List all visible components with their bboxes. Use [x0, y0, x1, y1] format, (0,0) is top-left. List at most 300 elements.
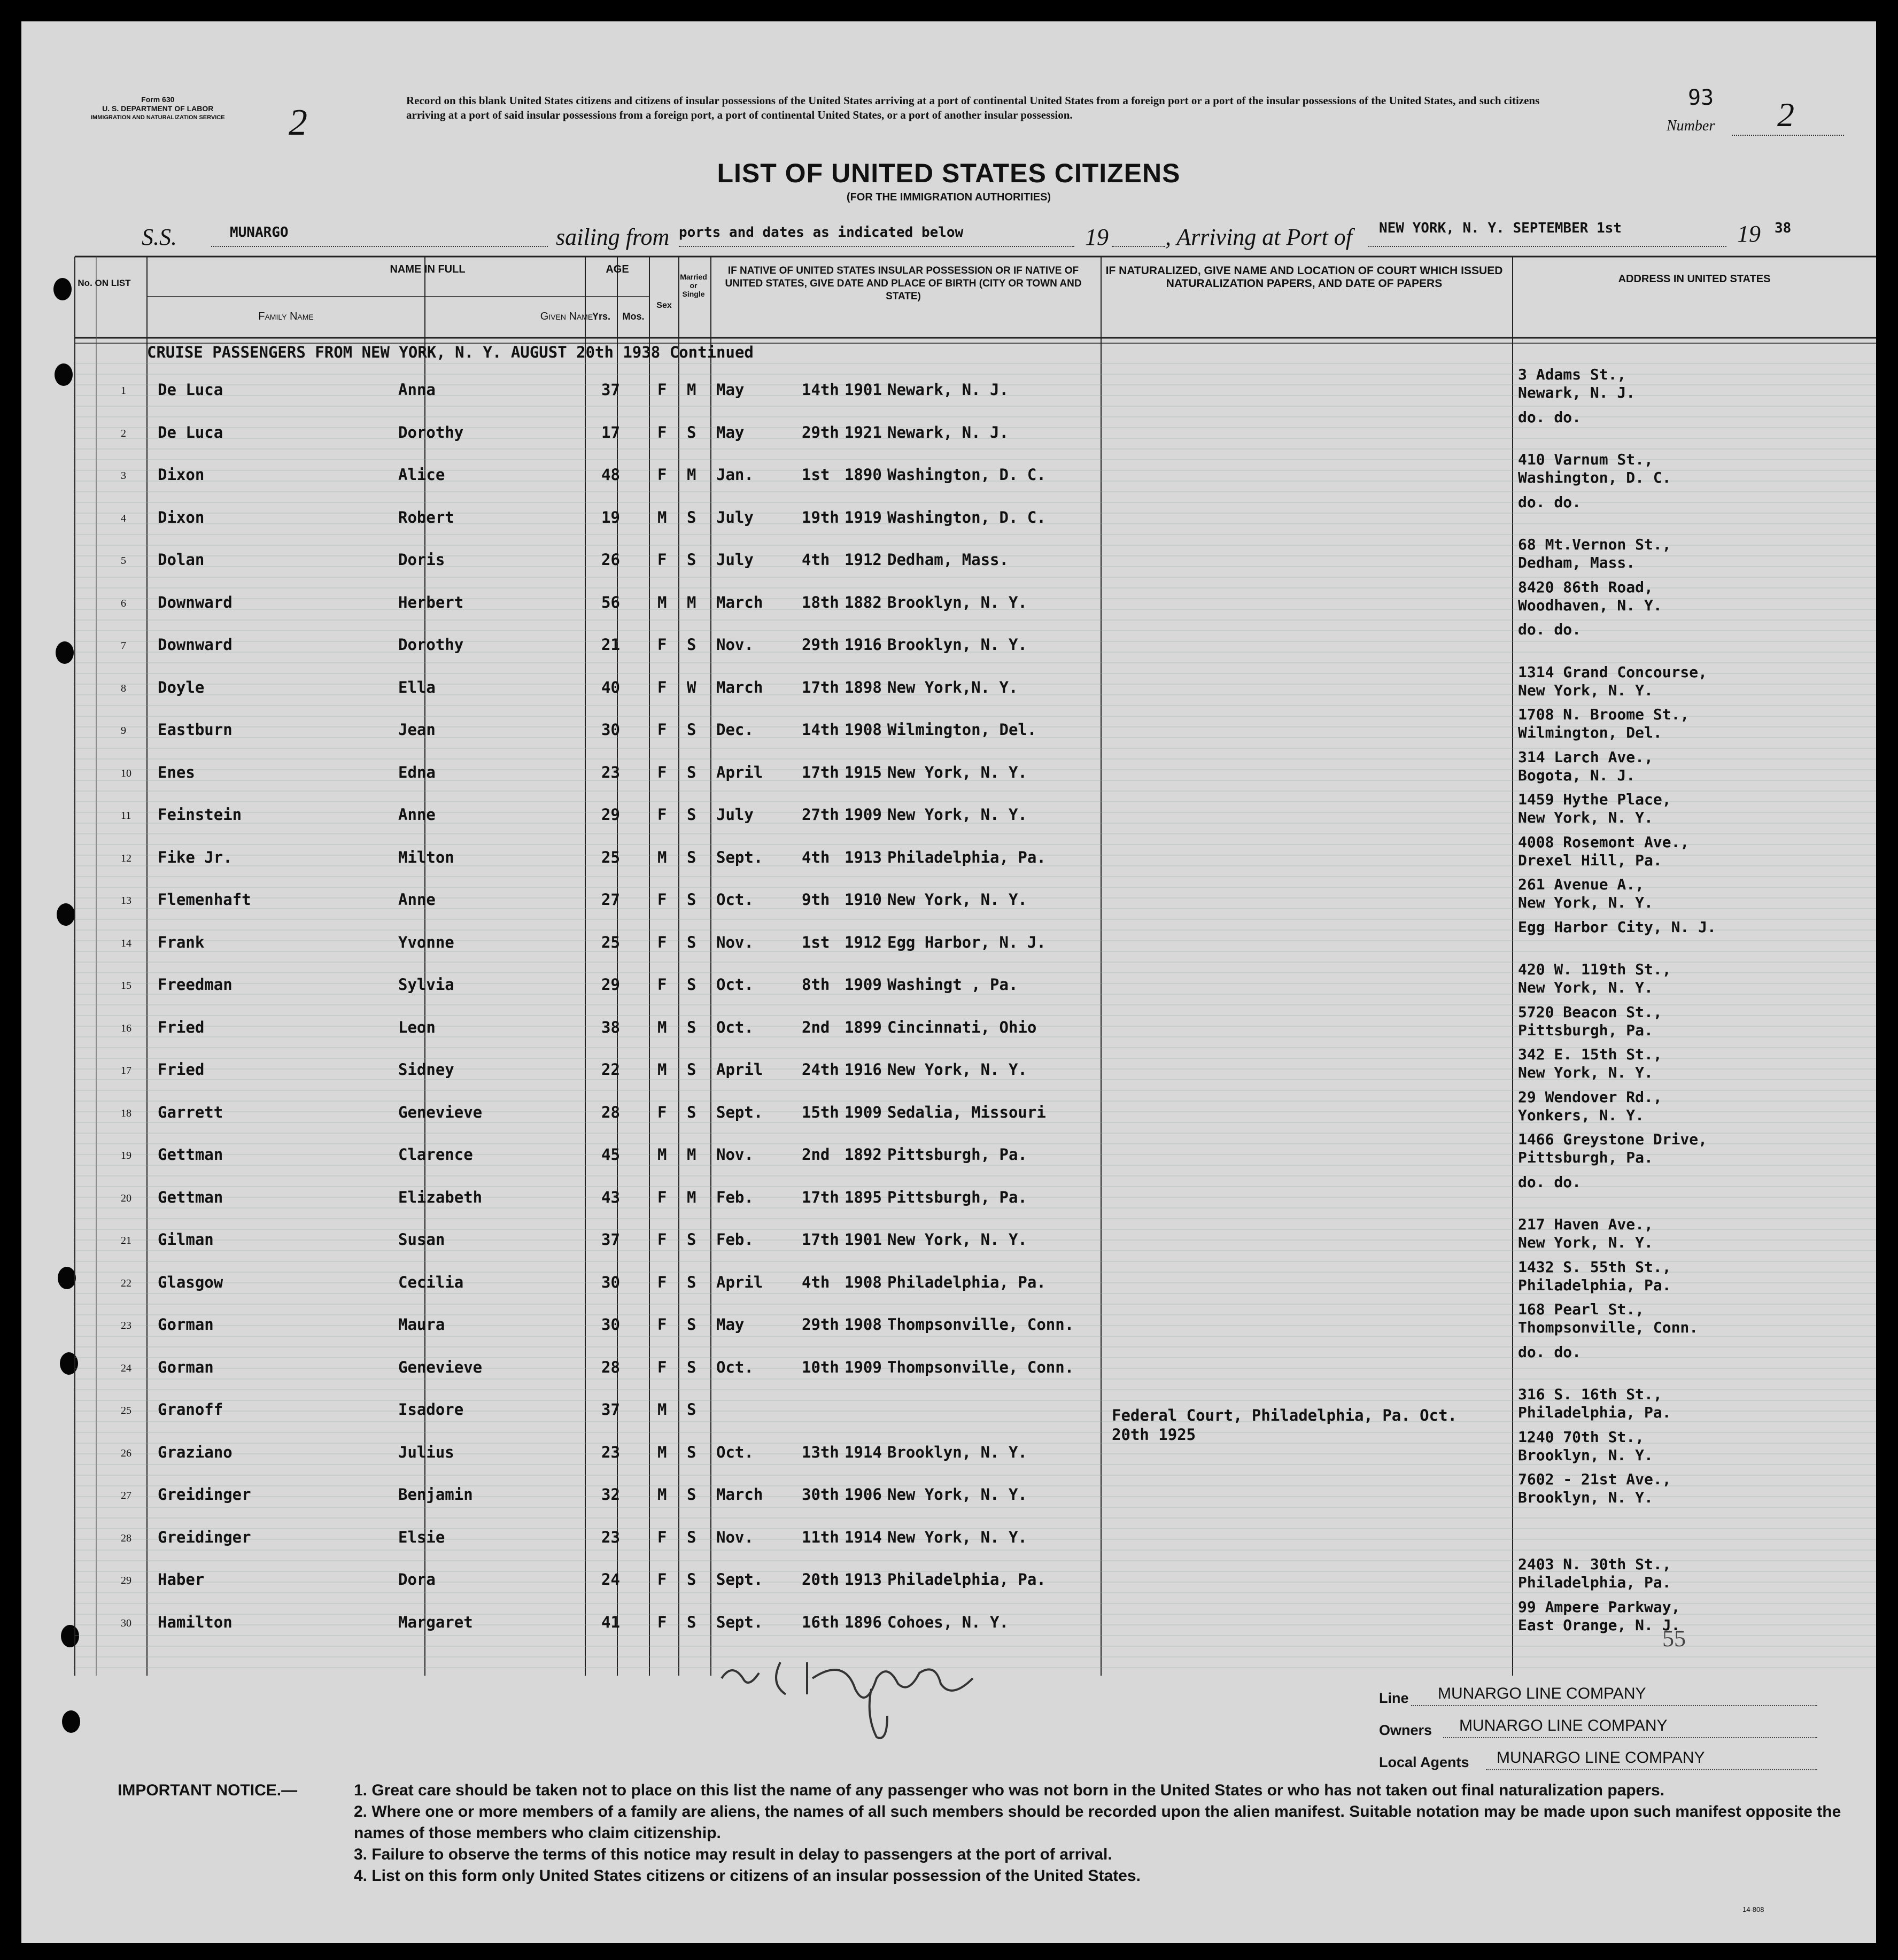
sex: F [657, 933, 667, 951]
ss-label: S.S. [142, 224, 177, 250]
birth-month: July [716, 551, 754, 569]
address-line-1: 1240 70th St., [1518, 1428, 1645, 1446]
age-years: 37 [601, 1230, 620, 1249]
sex: F [657, 423, 667, 441]
birth-year: 1913 [845, 1570, 882, 1589]
birth-day: 1st [802, 933, 830, 951]
address-line-1: 8420 86th Road, [1518, 578, 1653, 596]
sex: M [657, 1060, 667, 1079]
address-line-1: 1708 N. Broome St., [1518, 706, 1690, 723]
address-line-2: New York, N. Y. [1518, 1064, 1653, 1081]
birth-year: 1898 [845, 678, 882, 696]
family-name: Greidinger [158, 1485, 251, 1504]
sex: M [657, 1145, 667, 1164]
row-number: 30 [121, 1617, 131, 1629]
marital-status: S [687, 805, 696, 824]
age-years: 30 [601, 1315, 620, 1334]
birth-month: Sept. [716, 848, 763, 866]
signature-scrawl [711, 1641, 1053, 1748]
marital-status: S [687, 1273, 696, 1291]
address-line-2: Philadelphia, Pa. [1518, 1404, 1671, 1421]
family-name: Gettman [158, 1145, 223, 1164]
birth-place: Philadelphia, Pa. [887, 1273, 1046, 1291]
family-name: De Luca [158, 381, 223, 399]
address-line-2: Wilmington, Del. [1518, 724, 1662, 741]
birth-month: Sept. [716, 1103, 763, 1121]
birth-year: 1895 [845, 1188, 882, 1206]
marital-status: S [687, 848, 696, 866]
inspector-signature [711, 1641, 1053, 1756]
birth-year: 1912 [845, 551, 882, 569]
birth-place: Pittsburgh, Pa. [887, 1145, 1027, 1164]
arriving-value: NEW YORK, N. Y. SEPTEMBER 1st [1379, 220, 1622, 236]
address-line-1: do. do. [1518, 621, 1582, 638]
birth-month: March [716, 1485, 763, 1504]
marital-status: M [687, 466, 696, 484]
sex: F [657, 1570, 667, 1589]
given-name: Anne [398, 805, 436, 824]
marital-status: S [687, 636, 696, 654]
family-name: Feinstein [158, 805, 242, 824]
header-sex: Sex [656, 301, 672, 310]
birth-month: May [716, 423, 745, 441]
birth-day: 4th [802, 1273, 830, 1291]
birth-place: New York, N. Y. [887, 890, 1027, 909]
birth-year: 1910 [845, 890, 882, 909]
age-years: 27 [601, 890, 620, 909]
birth-day: 15th [802, 1103, 839, 1121]
birth-month: Oct. [716, 1358, 754, 1376]
address-line-1: 314 Larch Ave., [1518, 748, 1653, 766]
marital-status: M [687, 1145, 696, 1164]
birth-month: April [716, 763, 763, 781]
birth-place: Sedalia, Missouri [887, 1103, 1046, 1121]
given-name: Genevieve [398, 1358, 483, 1376]
family-name: Gettman [158, 1188, 223, 1206]
birth-year: 1909 [845, 975, 882, 994]
birth-month: Sept. [716, 1570, 763, 1589]
birth-month: Dec. [716, 721, 754, 739]
birth-day: 18th [802, 593, 839, 611]
address-line-1: 1314 Grand Concourse, [1518, 663, 1708, 681]
marital-status: S [687, 933, 696, 951]
row-number: 27 [121, 1490, 131, 1501]
sex: M [657, 1443, 667, 1461]
row-number: 28 [121, 1532, 131, 1544]
sex: F [657, 1103, 667, 1121]
address-line-1: 342 E. 15th St., [1518, 1045, 1662, 1063]
birth-day: 9th [802, 890, 830, 909]
given-name: Ella [398, 678, 436, 696]
birth-day: 17th [802, 763, 839, 781]
birth-month: Oct. [716, 1018, 754, 1036]
sex: M [657, 593, 667, 611]
marital-status: S [687, 551, 696, 569]
given-name: Julius [398, 1443, 454, 1461]
owners-value: MUNARGO LINE COMPANY [1459, 1717, 1668, 1734]
address-line-2: New York, N. Y. [1518, 979, 1653, 996]
given-name: Herbert [398, 593, 464, 611]
sex: F [657, 1315, 667, 1334]
given-name: Alice [398, 466, 445, 484]
birth-place: Philadelphia, Pa. [887, 1570, 1046, 1589]
birth-month: Oct. [716, 975, 754, 994]
given-name: Yvonne [398, 933, 454, 951]
page-number: 93 [1688, 86, 1714, 110]
birth-place: Egg Harbor, N. J. [887, 933, 1046, 951]
notice-item-1: 1. Great care should be taken not to place on this list the name of any passenger who was not born in the United States or who has not taken out final naturalization papers. [354, 1781, 1665, 1799]
birth-day: 29th [802, 636, 839, 654]
family-name: Doyle [158, 678, 205, 696]
birth-day: 14th [802, 381, 839, 399]
birth-place: Dedham, Mass. [887, 551, 1009, 569]
marital-status: W [687, 678, 696, 696]
header-name-in-full: NAME IN FULL [390, 264, 466, 275]
birth-month: Jan. [716, 466, 754, 484]
sex: F [657, 890, 667, 909]
birth-day: 8th [802, 975, 830, 994]
address-line-1: 2403 N. 30th St., [1518, 1555, 1671, 1573]
number-value: 2 [1777, 96, 1794, 134]
sex: F [657, 1528, 667, 1546]
number-label: Number [1667, 118, 1715, 134]
address-line-1: 1459 Hythe Place, [1518, 791, 1671, 808]
given-name: Robert [398, 508, 454, 526]
marital-status: M [687, 593, 696, 611]
year-prefix: 19 [1737, 221, 1761, 247]
birth-place: Cincinnati, Ohio [887, 1018, 1037, 1036]
birth-year: 1912 [845, 933, 882, 951]
birth-place: New York, N. Y. [887, 805, 1027, 824]
row-number: 9 [121, 725, 126, 737]
given-name: Anne [398, 890, 436, 909]
birth-place: Brooklyn, N. Y. [887, 636, 1027, 654]
marital-status: S [687, 890, 696, 909]
row-number: 16 [121, 1022, 131, 1034]
address-line-2: New York, N. Y. [1518, 1234, 1653, 1251]
birth-day: 11th [802, 1528, 839, 1546]
row-number: 13 [121, 895, 131, 907]
birth-place: Thompsonville, Conn. [887, 1358, 1074, 1376]
row-number: 2 [121, 427, 126, 439]
birth-month: May [716, 1315, 745, 1334]
birth-day: 24th [802, 1060, 839, 1079]
row-number: 20 [121, 1192, 131, 1204]
marital-status: S [687, 975, 696, 994]
address-line-1: 261 Avenue A., [1518, 876, 1645, 893]
address-line-1: 316 S. 16th St., [1518, 1385, 1662, 1403]
family-name: Fike Jr. [158, 848, 233, 866]
marital-status: S [687, 1103, 696, 1121]
owners-label: Owners [1379, 1722, 1432, 1738]
row-number: 10 [121, 767, 131, 779]
birth-place: New York, N. Y. [887, 1230, 1027, 1249]
family-name: Freedman [158, 975, 233, 994]
section-note: CRUISE PASSENGERS FROM NEW YORK, N. Y. AUGUST 20th 1938 Continued [147, 343, 754, 361]
birth-day: 17th [802, 1230, 839, 1249]
birth-month: Feb. [716, 1188, 754, 1206]
address-line-1: 168 Pearl St., [1518, 1300, 1645, 1318]
row-number: 12 [121, 852, 131, 864]
address-line-2: Dedham, Mass. [1518, 554, 1636, 571]
birth-place: Brooklyn, N. Y. [887, 593, 1027, 611]
age-years: 30 [601, 721, 620, 739]
birth-place: Newark, N. J. [887, 423, 1009, 441]
address-line-1: 410 Varnum St., [1518, 451, 1653, 468]
address-line-1: 217 Haven Ave., [1518, 1215, 1653, 1233]
given-name: Cecilia [398, 1273, 464, 1291]
given-name: Edna [398, 763, 436, 781]
birth-year: 1892 [845, 1145, 882, 1164]
given-name: Susan [398, 1230, 445, 1249]
birth-place: Pittsburgh, Pa. [887, 1188, 1027, 1206]
sex: F [657, 636, 667, 654]
sex: F [657, 763, 667, 781]
age-years: 29 [601, 805, 620, 824]
given-name: Jean [398, 721, 436, 739]
given-name: Dorothy [398, 423, 464, 441]
given-name: Sidney [398, 1060, 454, 1079]
family-name: Gorman [158, 1358, 214, 1376]
family-name: Garrett [158, 1103, 223, 1121]
page-subtitle: (FOR THE IMMIGRATION AUTHORITIES) [846, 191, 1051, 203]
birth-day: 13th [802, 1443, 839, 1461]
birth-place: New York, N. Y. [887, 1060, 1027, 1079]
family-name: Granoff [158, 1400, 223, 1419]
birth-year: 1914 [845, 1443, 882, 1461]
age-years: 25 [601, 848, 620, 866]
given-name: Benjamin [398, 1485, 473, 1504]
address-line-2: New York, N. Y. [1518, 894, 1653, 911]
notice-item-3: 3. Failure to observe the terms of this notice may result in delay to passengers at the port of arrival. [354, 1846, 1112, 1863]
birth-day: 4th [802, 848, 830, 866]
header-age: AGE [606, 264, 629, 275]
age-years: 26 [601, 551, 620, 569]
sex: F [657, 721, 667, 739]
given-name: Clarence [398, 1145, 473, 1164]
marital-status: S [687, 1570, 696, 1589]
address-line-1: 4008 Rosemont Ave., [1518, 833, 1690, 851]
address-line-1: 420 W. 119th St., [1518, 960, 1671, 978]
given-name: Dorothy [398, 636, 464, 654]
row-number: 18 [121, 1107, 131, 1119]
age-years: 28 [601, 1358, 620, 1376]
birth-place: New York, N. Y. [887, 1528, 1027, 1546]
birth-place: Washington, D. C. [887, 466, 1046, 484]
birth-place: Washingt , Pa. [887, 975, 1018, 994]
birth-day: 2nd [802, 1145, 830, 1164]
form-identifier: Form 630 U. S. DEPARTMENT OF LABOR IMMIGRATION AND NATURALIZATION SERVICE [91, 95, 225, 121]
birth-year: 1913 [845, 848, 882, 866]
age-years: 48 [601, 466, 620, 484]
family-name: Haber [158, 1570, 205, 1589]
address-line-2: Woodhaven, N. Y. [1518, 596, 1662, 614]
sex: F [657, 1358, 667, 1376]
birth-day: 29th [802, 423, 839, 441]
marital-status: S [687, 1358, 696, 1376]
birth-month: Nov. [716, 636, 754, 654]
address-line-1: 7602 - 21st Ave., [1518, 1470, 1671, 1488]
birth-year: 1916 [845, 1060, 882, 1079]
address-line-1: do. do. [1518, 493, 1582, 511]
header-family-name: Family Name [258, 311, 314, 322]
family-name: Gorman [158, 1315, 214, 1334]
sailing-label: sailing from [556, 224, 670, 250]
sex: F [657, 1188, 667, 1206]
age-years: 22 [601, 1060, 620, 1079]
birth-place: Wilmington, Del. [887, 721, 1037, 739]
row-number: 23 [121, 1320, 131, 1331]
family-name: Frank [158, 933, 205, 951]
form-instructions: Record on this blank United States citizens and citizens of insular possessions of the United States arriving at a port of continental United States from a foreign port or a port of the insular possessions of the United States, and such citizens arriving at a port of said insular possessions from a foreign port, a port of continental United States, or a port of another insular possession. [406, 94, 1540, 121]
family-name: Enes [158, 763, 195, 781]
agents-label: Local Agents [1379, 1754, 1469, 1770]
age-years: 40 [601, 678, 620, 696]
family-name: Glasgow [158, 1273, 223, 1291]
sex: F [657, 381, 667, 399]
age-years: 30 [601, 1273, 620, 1291]
address-line-1: do. do. [1518, 408, 1582, 426]
birth-day: 17th [802, 678, 839, 696]
birth-year: 1915 [845, 763, 882, 781]
birth-year: 1921 [845, 423, 882, 441]
row-number: 7 [121, 640, 126, 652]
birth-place: Brooklyn, N. Y. [887, 1443, 1027, 1461]
address-line-2: Thompsonville, Conn. [1518, 1319, 1699, 1336]
birth-month: April [716, 1273, 763, 1291]
address-line-2: Newark, N. J. [1518, 384, 1636, 401]
address-line-1: 68 Mt.Vernon St., [1518, 536, 1671, 553]
address-line-1: 99 Ampere Parkway, [1518, 1598, 1680, 1616]
notice-item-4: 4. List on this form only United States citizens or citizens of an insular possession of the United States. [354, 1867, 1141, 1885]
line-label: Line [1379, 1690, 1409, 1706]
birth-month: Feb. [716, 1230, 754, 1249]
age-years: 45 [601, 1145, 620, 1164]
birth-month: July [716, 508, 754, 526]
birth-month: March [716, 593, 763, 611]
birth-day: 14th [802, 721, 839, 739]
address-line-2: Yonkers, N. Y. [1518, 1106, 1645, 1124]
age-years: 19 [601, 508, 620, 526]
year-suffix: 38 [1775, 220, 1792, 236]
address-line-2: Brooklyn, N. Y. [1518, 1446, 1653, 1464]
address-line-1: 29 Wendover Rd., [1518, 1088, 1662, 1106]
header-mos: Mos. [622, 311, 645, 322]
row-number: 24 [121, 1362, 131, 1374]
birth-month: April [716, 1060, 763, 1079]
birth-day: 30th [802, 1485, 839, 1504]
family-name: Dixon [158, 508, 205, 526]
row-number: 4 [121, 512, 126, 524]
address-line-2: Pittsburgh, Pa. [1518, 1021, 1653, 1039]
stamp-number: 55 [1662, 1625, 1686, 1652]
notice-item-2: 2. Where one or more members of a family are aliens, the names of all such members should be recorded upon the alien manifest. Suitable notation may be made upon such manifest opposite the names of those members who claim citizenship. [354, 1803, 1841, 1842]
row-number: 5 [121, 555, 126, 567]
birth-day: 20th [802, 1570, 839, 1589]
age-years: 37 [601, 381, 620, 399]
agents-value: MUNARGO LINE COMPANY [1497, 1749, 1705, 1767]
form-code: 14-808 [1742, 1905, 1764, 1913]
age-years: 23 [601, 1528, 620, 1546]
birth-month: May [716, 381, 745, 399]
birth-month: Nov. [716, 1145, 754, 1164]
address-line-1: do. do. [1518, 1343, 1582, 1361]
address-line-2: Brooklyn, N. Y. [1518, 1489, 1653, 1506]
family-name: Fried [158, 1060, 205, 1079]
birth-year: 1908 [845, 1315, 882, 1334]
sex: M [657, 508, 667, 526]
row-number: 29 [121, 1575, 131, 1586]
address-line-2: Pittsburgh, Pa. [1518, 1149, 1653, 1166]
family-name: Eastburn [158, 721, 233, 739]
birth-day: 4th [802, 551, 830, 569]
row-number: 15 [121, 980, 131, 991]
age-years: 37 [601, 1400, 620, 1419]
header-yrs: Yrs. [592, 311, 611, 322]
row-number: 6 [121, 597, 126, 609]
row-number: 8 [121, 682, 126, 694]
address-line-1: do. do. [1518, 1173, 1582, 1191]
age-years: 38 [601, 1018, 620, 1036]
age-years: 23 [601, 1443, 620, 1461]
marital-status: S [687, 1400, 696, 1419]
birth-year: 1909 [845, 1103, 882, 1121]
sex: F [657, 1613, 667, 1631]
given-name: Elsie [398, 1528, 445, 1546]
family-name: Fried [158, 1018, 205, 1036]
birth-place: Newark, N. J. [887, 381, 1009, 399]
family-name: Flemenhaft [158, 890, 251, 909]
address-line-1: 1466 Greystone Drive, [1518, 1130, 1708, 1148]
family-name: Downward [158, 593, 233, 611]
year-prefix: 19 [1085, 224, 1109, 250]
notice-heading: IMPORTANT NOTICE.— [118, 1781, 298, 1799]
address-line-2: Philadelphia, Pa. [1518, 1574, 1671, 1591]
sex: F [657, 551, 667, 569]
given-name: Genevieve [398, 1103, 483, 1121]
age-years: 28 [601, 1103, 620, 1121]
birth-month: Nov. [716, 1528, 754, 1546]
row-number: 19 [121, 1150, 131, 1161]
birth-year: 1908 [845, 721, 882, 739]
row-number: 26 [121, 1447, 131, 1459]
address-line-2: Philadelphia, Pa. [1518, 1276, 1671, 1294]
birth-year: 1919 [845, 508, 882, 526]
sex: F [657, 805, 667, 824]
row-number: 1 [121, 385, 126, 397]
marital-status: S [687, 1528, 696, 1546]
given-name: Sylvia [398, 975, 454, 994]
row-number: 11 [121, 810, 131, 822]
age-years: 29 [601, 975, 620, 994]
given-name: Isadore [398, 1400, 464, 1419]
page-title: LIST OF UNITED STATES CITIZENS [717, 158, 1181, 188]
sex: F [657, 1273, 667, 1291]
birth-year: 1901 [845, 381, 882, 399]
birth-place: New York, N. Y. [887, 1485, 1027, 1504]
marital-status: S [687, 1485, 696, 1504]
birth-year: 1899 [845, 1018, 882, 1036]
marital-status: S [687, 1018, 696, 1036]
birth-year: 1908 [845, 1273, 882, 1291]
birth-place: Washington, D. C. [887, 508, 1046, 526]
address-line-2: East Orange, N. J. [1518, 1616, 1680, 1634]
birth-year: 1890 [845, 466, 882, 484]
birth-month: Sept. [716, 1613, 763, 1631]
marital-status: S [687, 763, 696, 781]
given-name: Margaret [398, 1613, 473, 1631]
row-number: 3 [121, 470, 126, 482]
